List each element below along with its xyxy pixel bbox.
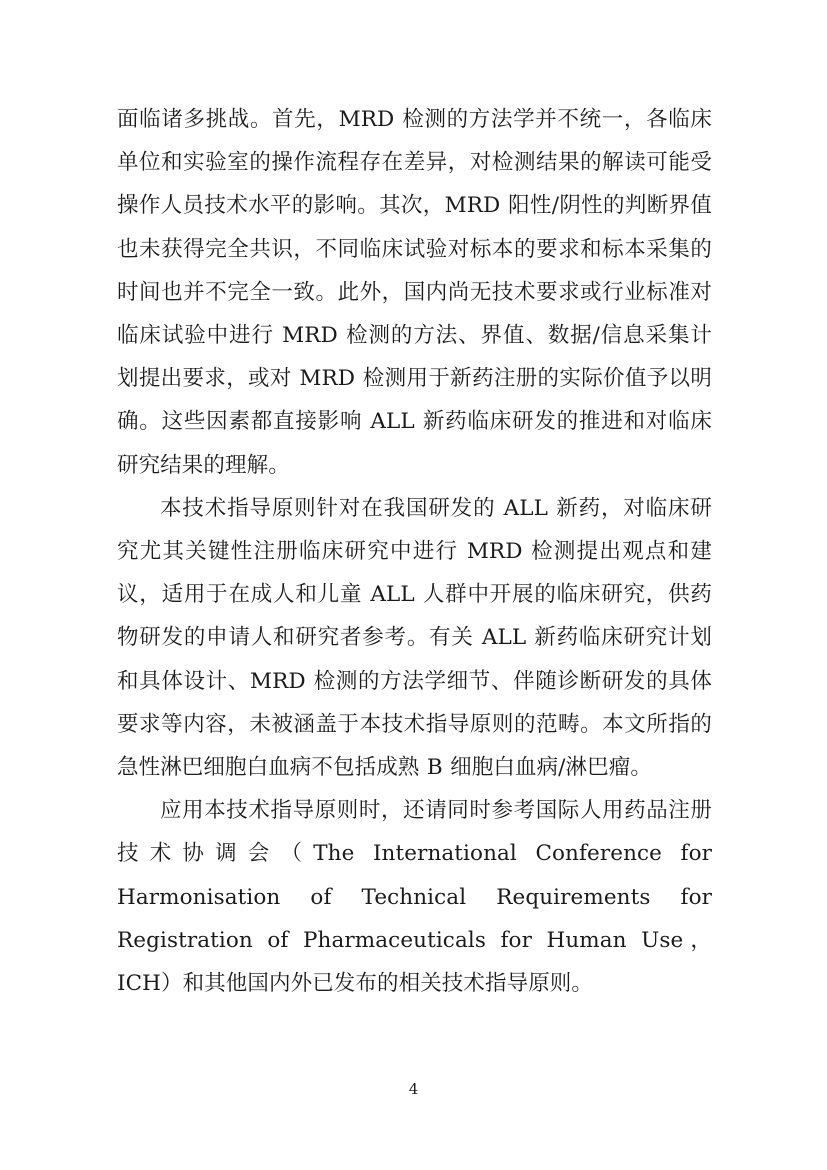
paragraph-scope: 本技术指导原则针对在我国研发的 ALL 新药，对临床研究尤其关键性注册临床研究中进行 MRD 检测提出观点和建议，适用于在成人和儿童 ALL 人群中开展的临床研究，供药物研发的申请人和研究者参考。有关 ALL 新药临床研究计划和具体设计、MRD 检测的方法学细节、伴随诊断研发的具体要求等内容，未被涵盖于本技术指导原则的范畴。本文所指的急性淋巴细胞白血病不包括成熟 B 细胞白血病/淋巴瘤。 <box>117 495 712 781</box>
page-number: 4 <box>408 1080 419 1098</box>
paragraph-ich-reference: 应用本技术指导原则时，还请同时参考国际人用药品注册技术协调会（The International Conference for Harmonisation of Technical Requirements for Registration of Pharmaceuticals for Human Use，ICH）和其他国内外已发布的相关技术指导原则。 <box>117 798 712 997</box>
paragraph-challenges: 面临诸多挑战。首先，MRD 检测的方法学并不统一，各临床单位和实验室的操作流程存在差异，对检测结果的解读可能受操作人员技术水平的影响。其次，MRD 阳性/阴性的判断界值也未获得完全共识，不同临床试验对标本的要求和标本采集的时间也并不完全一致。此外，国内尚无技术要求或行业标准对临床试验中进行 MRD 检测的方法、界值、数据/信息采集计划提出要求，或对 MRD 检测用于新药注册的实际价值予以明确。这些因素都直接影响 ALL 新药临床研发的推进和对临床研究结果的理解。 <box>117 107 712 478</box>
page-text-column <box>117 98 712 1005</box>
